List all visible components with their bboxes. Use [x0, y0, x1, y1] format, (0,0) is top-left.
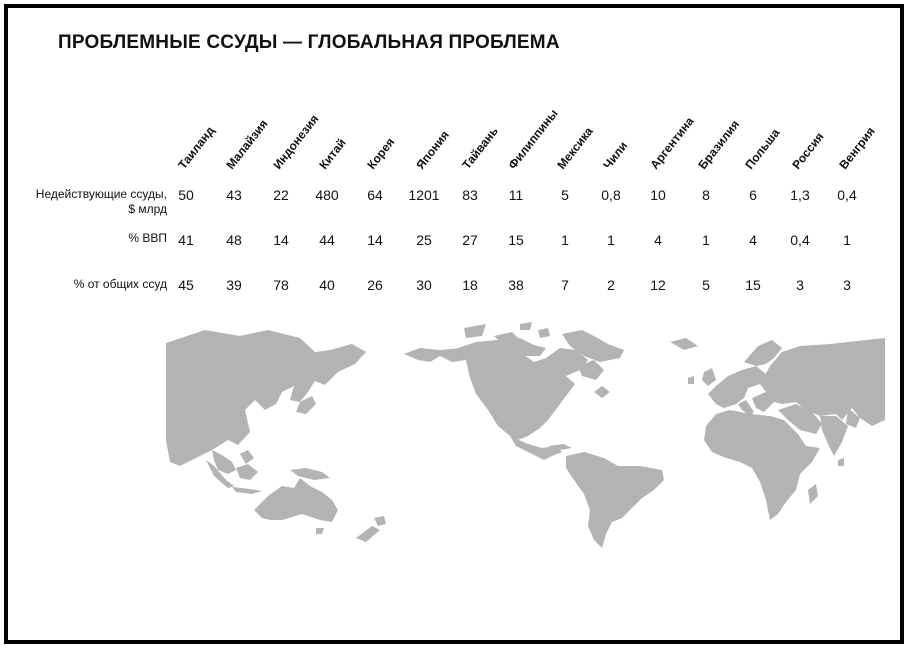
column-header: Венгрия [836, 124, 878, 172]
table-cell: 5 [702, 277, 710, 293]
column-header: Россия [789, 129, 827, 172]
table-cell: 38 [508, 277, 524, 293]
table-cell: 78 [273, 277, 289, 293]
row-label-total-loans-line1: % от общих ссуд [73, 277, 167, 291]
map-newfoundland [594, 386, 610, 398]
table-cell: 4 [654, 232, 662, 248]
map-arctic-island-4 [538, 328, 550, 338]
table-cell: 4 [749, 232, 757, 248]
table-cell: 8 [702, 187, 710, 203]
column-header: Бразилия [695, 117, 743, 172]
table-cell: 25 [416, 232, 432, 248]
table-cell: 6 [749, 187, 757, 203]
table-cell: 12 [650, 277, 666, 293]
row-label-nonperforming-line2: $ млрд [128, 202, 167, 216]
column-header: Чили [600, 138, 631, 172]
column-header: Китай [316, 135, 349, 172]
column-header: Тайвань [459, 124, 501, 172]
table-cell: 64 [367, 187, 383, 203]
table-cell: 5 [561, 187, 569, 203]
row-label-gdp-line1: % ВВП [128, 231, 167, 245]
table-cell: 15 [745, 277, 761, 293]
table-cell: 480 [315, 187, 339, 203]
table-cell: 7 [561, 277, 569, 293]
map-arctic-island-3 [520, 322, 532, 330]
table-cell: 3 [843, 277, 851, 293]
map-philippines [240, 450, 254, 464]
column-header: Малайзия [223, 116, 271, 172]
table-cell: 3 [796, 277, 804, 293]
table-cell: 1201 [408, 187, 440, 203]
world-map [166, 322, 885, 548]
table-cell: 0,4 [790, 232, 810, 248]
map-sri-lanka [838, 458, 844, 466]
column-header: Мексика [554, 124, 596, 172]
table-cell: 43 [226, 187, 242, 203]
column-header: Таиланд [175, 123, 218, 172]
table-cell: 0,8 [601, 187, 621, 203]
map-new-zealand-south [356, 526, 380, 542]
table-cell: 1,3 [790, 187, 810, 203]
table-cell: 48 [226, 232, 242, 248]
table-cell: 40 [319, 277, 335, 293]
table-cell: 83 [462, 187, 478, 203]
table-cell: 0,4 [837, 187, 857, 203]
table-cell: 41 [178, 232, 194, 248]
table-cell: 39 [226, 277, 242, 293]
table-cell: 26 [367, 277, 383, 293]
table-cell: 15 [508, 232, 524, 248]
table-cell: 18 [462, 277, 478, 293]
map-india [820, 416, 848, 456]
table-cell: 1 [561, 232, 569, 248]
map-borneo [236, 464, 258, 480]
table-cell: 1 [843, 232, 851, 248]
table-cell: 10 [650, 187, 666, 203]
map-south-america [566, 452, 664, 548]
map-arctic-island-1 [464, 324, 486, 338]
map-australia [254, 478, 338, 522]
table-cell: 1 [702, 232, 710, 248]
map-small-island [688, 376, 694, 384]
map-new-guinea [290, 468, 330, 480]
table-cell: 27 [462, 232, 478, 248]
chart-title: ПРОБЛЕМНЫЕ ССУДЫ — ГЛОБАЛЬНАЯ ПРОБЛЕМА [58, 32, 560, 53]
table-cell: 1 [607, 232, 615, 248]
table-cell: 22 [273, 187, 289, 203]
map-north-asia [166, 330, 366, 466]
map-iceland [670, 338, 698, 350]
table-cell: 44 [319, 232, 335, 248]
column-header: Польша [742, 125, 783, 172]
column-header: Корея [364, 135, 398, 172]
table-cell: 2 [607, 277, 615, 293]
table-cell: 50 [178, 187, 194, 203]
table-cell: 14 [367, 232, 383, 248]
map-madagascar [808, 484, 818, 504]
map-britain [702, 368, 716, 386]
column-header: Филиппины [505, 106, 561, 172]
column-header: Аргентина [647, 114, 697, 172]
row-label-nonperforming-line1: Недействующие ссуды, [35, 187, 167, 201]
table-cell: 45 [178, 277, 194, 293]
table-cell: 11 [508, 187, 524, 203]
map-tasmania [316, 528, 324, 534]
map-java [232, 487, 262, 494]
table-cell: 14 [273, 232, 289, 248]
table-cell: 30 [416, 277, 432, 293]
column-header: Индонезия [270, 111, 322, 172]
column-header: Япония [413, 127, 452, 172]
map-new-zealand-north [374, 516, 386, 526]
